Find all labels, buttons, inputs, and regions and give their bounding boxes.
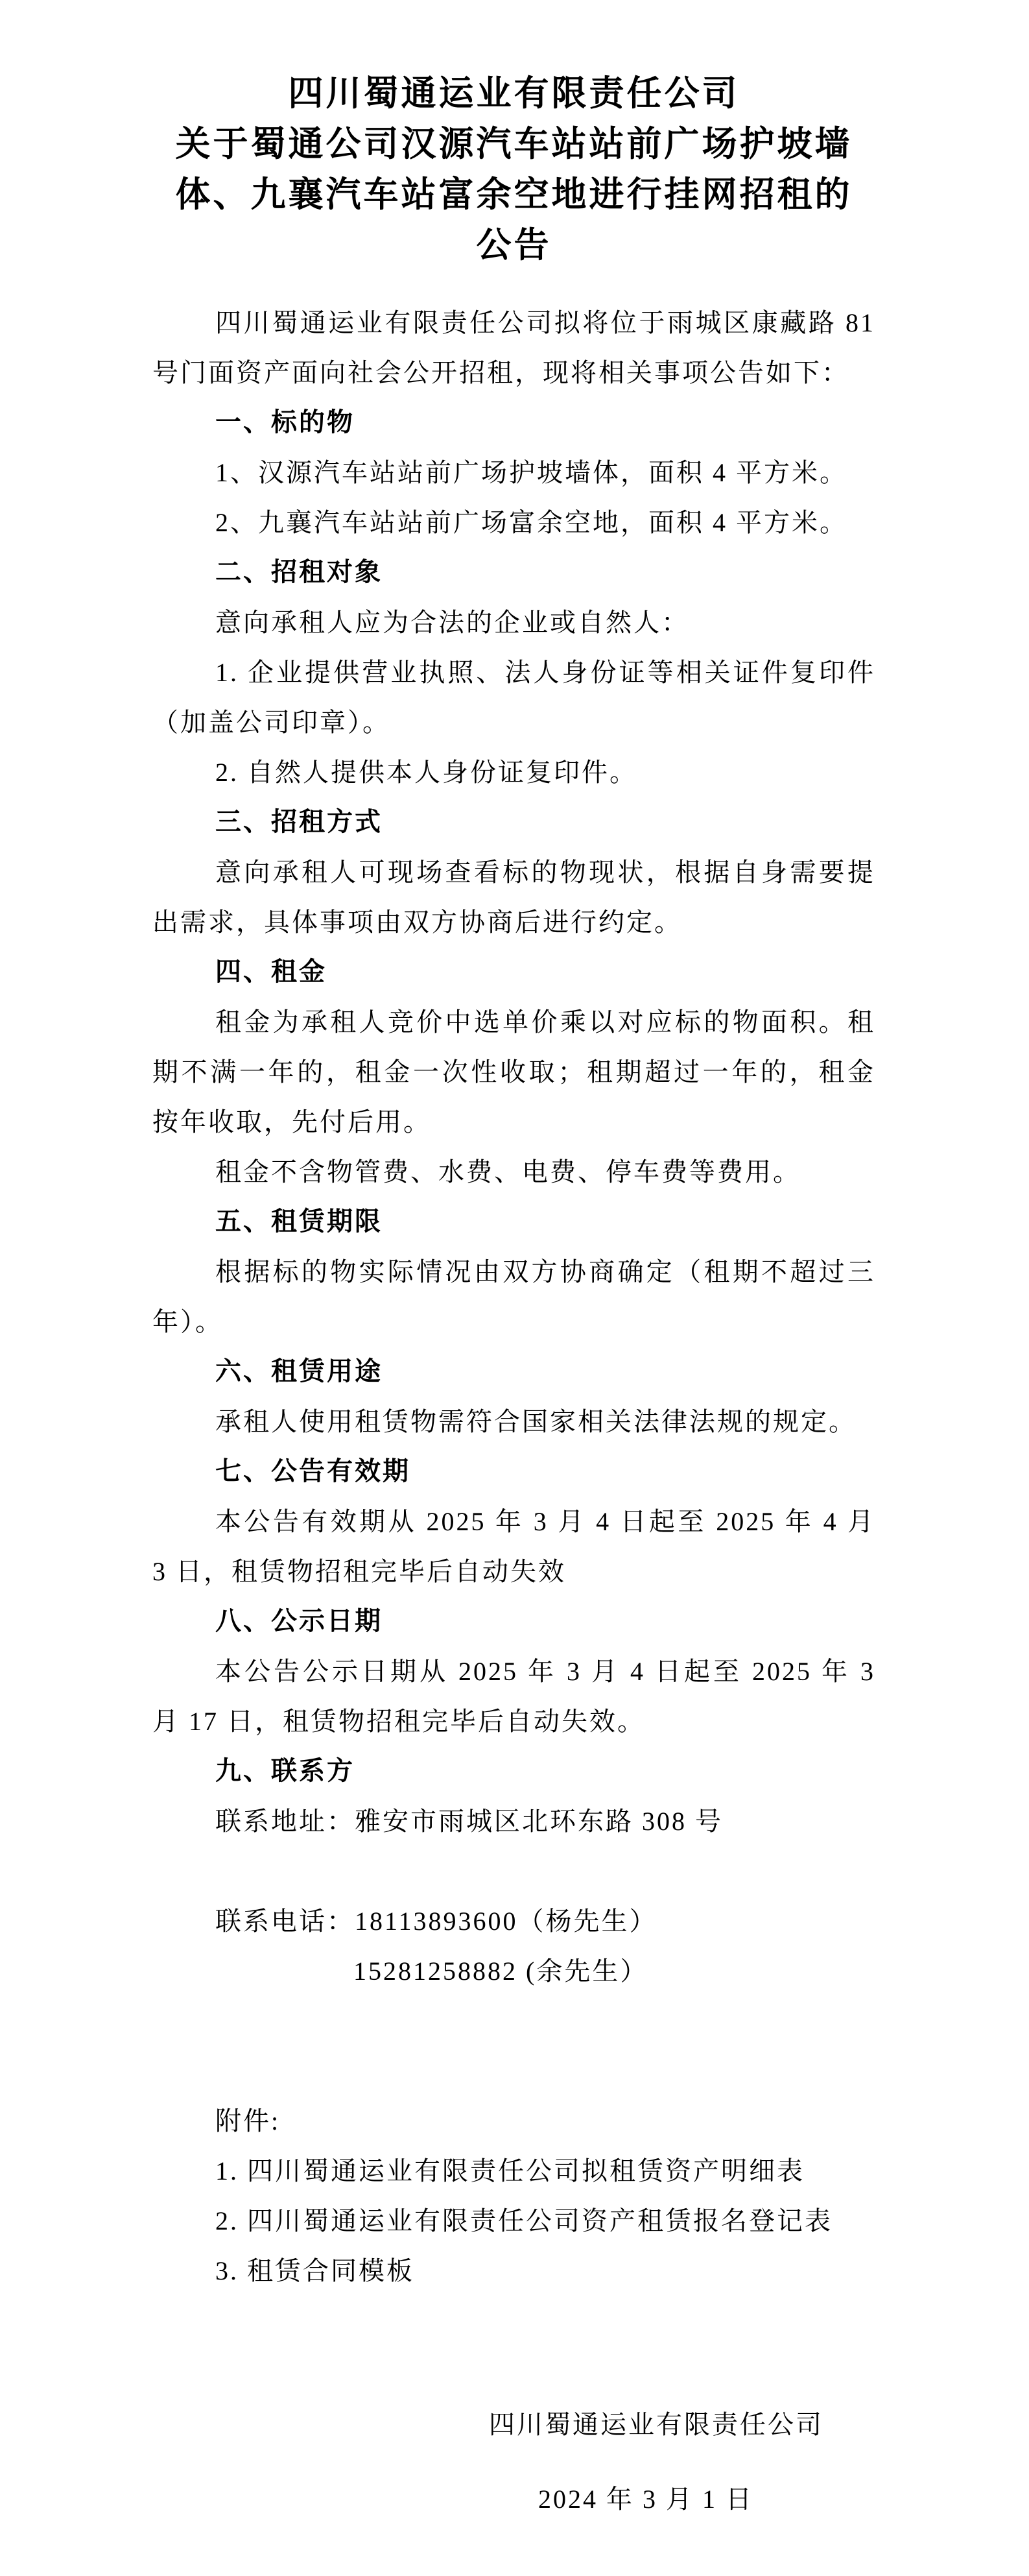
document-title-line: 体、九襄汽车站富余空地进行挂网招租的 <box>175 175 853 214</box>
section-4-body-1: 租金为承租人竞价中选单价乘以对应标的物面积。租期不满一年的，租金一次性收取；租期超过一年的，租金按年收取，先付后用。 <box>152 1007 875 1137</box>
signature-company: 四川蜀通运业有限责任公司 <box>489 2410 823 2439</box>
section-1-item-2: 2、九襄汽车站站前广场富余空地，面积 4 平方米。 <box>215 508 847 537</box>
section-1-heading: 一、标的物 <box>215 408 355 437</box>
spacer <box>152 1996 875 2096</box>
signature-date: 2024 年 3 月 1 日 <box>538 2485 753 2514</box>
section-3-body: 意向承租人可现场查看标的物现状，根据自身需要提出需求，具体事项由双方协商后进行约定。 <box>152 858 875 937</box>
section-4-heading: 四、租金 <box>215 957 327 986</box>
section-4-body-2: 租金不含物管费、水费、电费、停车费等费用。 <box>215 1157 801 1186</box>
document-title-line: 公告 <box>476 226 552 265</box>
attachment-1: 1. 四川蜀通运业有限责任公司拟租赁资产明细表 <box>215 2156 805 2185</box>
contact-address: 联系地址：雅安市雨城区北环东路 308 号 <box>215 1807 723 1836</box>
section-2-item-1: 1. 企业提供营业执照、法人身份证等相关证件复印件（加盖公司印章）。 <box>152 658 875 737</box>
section-3-heading: 三、招租方式 <box>215 808 383 836</box>
section-1-item-1: 1、汉源汽车站站前广场护坡墙体，面积 4 平方米。 <box>215 458 847 487</box>
section-7-heading: 七、公告有效期 <box>215 1457 410 1486</box>
document-title <box>152 68 875 271</box>
section-5-body: 根据标的物实际情况由双方协商确定（租期不超过三年）。 <box>152 1257 875 1336</box>
section-5-heading: 五、租赁期限 <box>215 1207 383 1236</box>
spacer <box>152 1846 875 1896</box>
document-title-line: 四川蜀通运业有限责任公司 <box>288 74 740 113</box>
section-8-body: 本公告公示日期从 2025 年 3 月 4 日起至 2025 年 3 月 17 日，租赁物招租完毕后自动失效。 <box>152 1657 875 1736</box>
section-9-heading: 九、联系方 <box>215 1757 355 1785</box>
document-title-line: 关于蜀通公司汉源汽车站站前广场护坡墙 <box>175 125 853 163</box>
attachments-label: 附件: <box>215 2106 281 2136</box>
attachment-3: 3. 租赁合同模板 <box>215 2256 414 2285</box>
section-8-heading: 八、公示日期 <box>215 1607 383 1635</box>
section-6-body: 承租人使用租赁物需符合国家相关法律法规的规定。 <box>215 1407 857 1436</box>
intro-paragraph: 四川蜀通运业有限责任公司拟将位于雨城区康藏路 81 号门面资产面向社会公开招租，现将相关事项公告如下： <box>152 308 875 387</box>
section-2-item-2: 2. 自然人提供本人身份证复印件。 <box>215 758 637 787</box>
section-2-heading: 二、招租对象 <box>215 558 383 586</box>
document-body <box>152 298 875 2524</box>
section-6-heading: 六、租赁用途 <box>215 1357 383 1386</box>
attachment-2: 2. 四川蜀通运业有限责任公司资产租赁报名登记表 <box>215 2206 833 2235</box>
section-7-body: 本公告有效期从 2025 年 3 月 4 日起至 2025 年 4 月 3 日，租赁物招租完毕后自动失效 <box>152 1507 875 1586</box>
section-2-intro: 意向承租人应为合法的企业或自然人： <box>215 608 689 637</box>
contact-phone-2: 15281258882 (余先生） <box>353 1956 648 1986</box>
contact-phone-1: 联系电话：18113893600（杨先生） <box>215 1907 657 1936</box>
